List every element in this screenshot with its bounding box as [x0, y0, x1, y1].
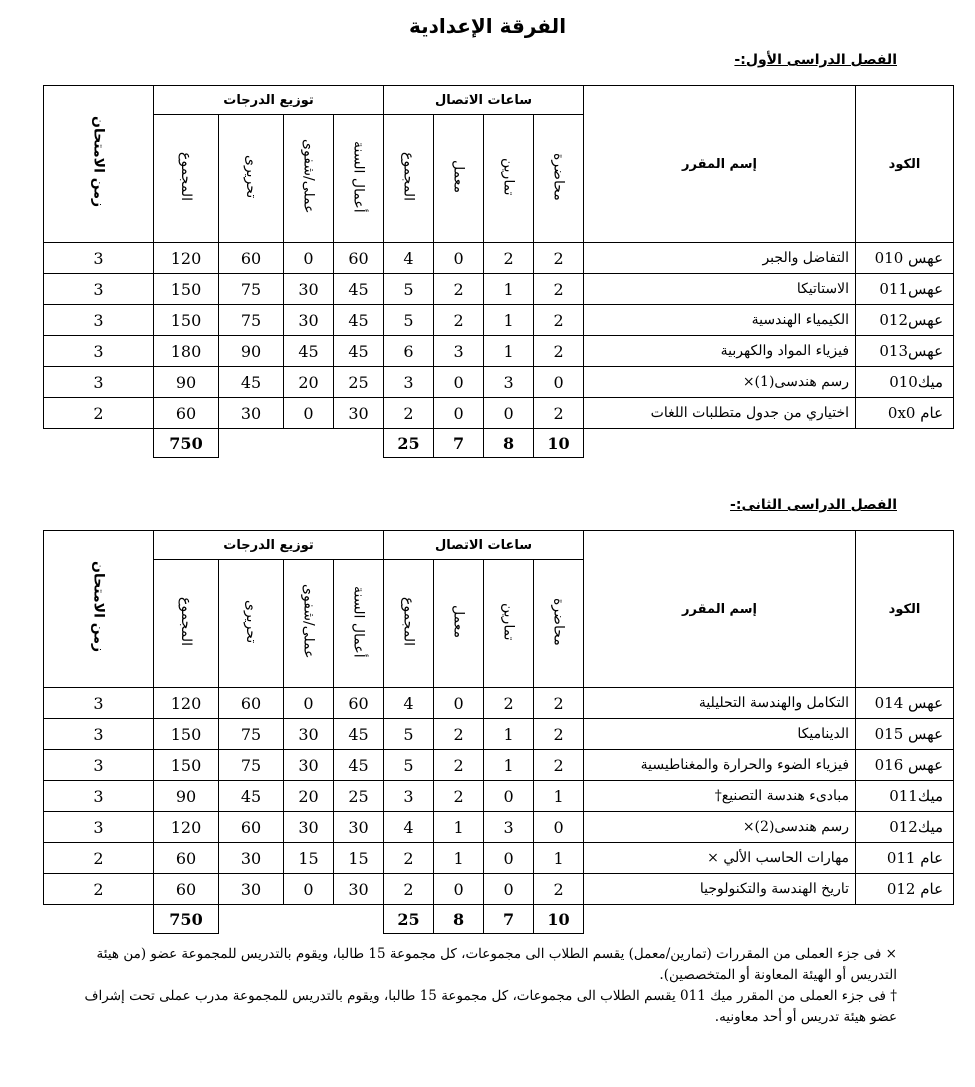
header-grades-total-cell — [154, 115, 219, 243]
header-lecture: محاضرة — [550, 597, 567, 646]
cell-practical-oral: 45 — [284, 336, 334, 367]
header-year-work-cell — [334, 115, 384, 243]
total-lab: 7 — [434, 429, 484, 458]
cell-exercises: 3 — [484, 367, 534, 398]
cell-lab: 2 — [434, 750, 484, 781]
empty-cell — [44, 429, 154, 458]
table-row — [44, 398, 954, 429]
cell-practical-oral: 20 — [284, 367, 334, 398]
cell-lecture: 2 — [534, 750, 584, 781]
cell-grades-total: 120 — [154, 812, 219, 843]
semester-1-heading: الفصل الدراسى الأول:- — [734, 52, 897, 68]
total-contact-total: 25 — [384, 905, 434, 934]
cell-practical-oral: 30 — [284, 305, 334, 336]
cell-code: عهس 014 — [856, 688, 954, 719]
empty-cell — [856, 429, 954, 458]
cell-written: 45 — [219, 367, 284, 398]
cell-lecture: 2 — [534, 274, 584, 305]
cell-written: 75 — [219, 719, 284, 750]
total-grades-total: 750 — [154, 429, 219, 458]
cell-lab: 0 — [434, 243, 484, 274]
table-row — [44, 688, 954, 719]
cell-practical-oral: 30 — [284, 274, 334, 305]
header-written-cell — [219, 115, 284, 243]
cell-written: 75 — [219, 750, 284, 781]
cell-contact-total: 5 — [384, 750, 434, 781]
cell-year-work: 60 — [334, 243, 384, 274]
footnotes — [77, 944, 897, 1028]
cell-exercises: 3 — [484, 812, 534, 843]
header-year-work: أعمال السنة — [350, 140, 367, 213]
cell-year-work: 15 — [334, 843, 384, 874]
cell-exercises: 1 — [484, 750, 534, 781]
cell-grades-total: 90 — [154, 781, 219, 812]
cell-code: ميك011 — [856, 781, 954, 812]
cell-name: تاريخ الهندسة والتكنولوجيا — [584, 874, 856, 905]
cell-contact-total: 2 — [384, 398, 434, 429]
cell-name: رسم هندسى(1)× — [584, 367, 856, 398]
cell-written: 30 — [219, 874, 284, 905]
cell-exam-time: 3 — [44, 781, 154, 812]
header-row-groups — [44, 531, 954, 560]
header-grade-distribution: توزيع الدرجات — [154, 86, 384, 115]
cell-lab: 2 — [434, 274, 484, 305]
cell-practical-oral: 30 — [284, 719, 334, 750]
empty-cell — [219, 429, 284, 458]
header-written-cell — [219, 560, 284, 688]
cell-code: عهس 016 — [856, 750, 954, 781]
header-lecture-cell — [534, 560, 584, 688]
cell-grades-total: 180 — [154, 336, 219, 367]
header-exam-time-cell — [44, 531, 154, 688]
cell-code: عام 011 — [856, 843, 954, 874]
cell-exam-time: 3 — [44, 336, 154, 367]
header-code: الكود — [856, 531, 954, 688]
cell-lecture: 2 — [534, 688, 584, 719]
cell-practical-oral: 0 — [284, 398, 334, 429]
table-row — [44, 243, 954, 274]
cell-code: عام 012 — [856, 874, 954, 905]
header-grades-total: المجموع — [178, 597, 194, 646]
cell-lecture: 2 — [534, 336, 584, 367]
page-title: الفرقة الإعدادية — [408, 14, 567, 38]
header-exercises: تمارين — [500, 602, 517, 641]
cell-year-work: 25 — [334, 781, 384, 812]
cell-name: فيزياء المواد والكهربية — [584, 336, 856, 367]
cell-lecture: 1 — [534, 781, 584, 812]
cell-written: 30 — [219, 398, 284, 429]
table-row — [44, 336, 954, 367]
cell-lecture: 0 — [534, 367, 584, 398]
cell-exam-time: 3 — [44, 719, 154, 750]
cell-contact-total: 2 — [384, 843, 434, 874]
header-lab-cell — [434, 115, 484, 243]
cell-lecture: 2 — [534, 719, 584, 750]
cell-exam-time: 2 — [44, 874, 154, 905]
cell-code: ميك010 — [856, 367, 954, 398]
cell-year-work: 30 — [334, 874, 384, 905]
table-row — [44, 874, 954, 905]
cell-contact-total: 2 — [384, 874, 434, 905]
cell-code: عهس 010 — [856, 243, 954, 274]
header-row-groups — [44, 86, 954, 115]
cell-grades-total: 150 — [154, 750, 219, 781]
cell-year-work: 30 — [334, 398, 384, 429]
cell-lecture: 2 — [534, 874, 584, 905]
header-exercises-cell — [484, 115, 534, 243]
cell-exam-time: 3 — [44, 305, 154, 336]
cell-practical-oral: 15 — [284, 843, 334, 874]
cell-contact-total: 5 — [384, 719, 434, 750]
header-exam-time: زمن الامتحان — [90, 561, 107, 653]
cell-grades-total: 60 — [154, 843, 219, 874]
cell-practical-oral: 30 — [284, 750, 334, 781]
table-row — [44, 812, 954, 843]
cell-written: 60 — [219, 688, 284, 719]
cell-year-work: 45 — [334, 305, 384, 336]
header-lecture: محاضرة — [550, 152, 567, 201]
cell-lab: 3 — [434, 336, 484, 367]
cell-lab: 0 — [434, 367, 484, 398]
total-contact-total: 25 — [384, 429, 434, 458]
cell-lab: 2 — [434, 305, 484, 336]
totals-row — [44, 429, 954, 458]
cell-name: مبادىء هندسة التصنيع† — [584, 781, 856, 812]
empty-cell — [856, 905, 954, 934]
cell-name: اختياري من جدول متطلبات اللغات — [584, 398, 856, 429]
cell-lab: 0 — [434, 398, 484, 429]
cell-name: رسم هندسى(2)× — [584, 812, 856, 843]
cell-written: 30 — [219, 843, 284, 874]
total-lecture: 10 — [534, 429, 584, 458]
cell-year-work: 45 — [334, 274, 384, 305]
header-practical-oral: عملى/شفوى — [300, 584, 317, 659]
cell-year-work: 25 — [334, 367, 384, 398]
total-grades-total: 750 — [154, 905, 219, 934]
cell-name: التكامل والهندسة التحليلية — [584, 688, 856, 719]
header-contact-hours: ساعات الاتصال — [384, 531, 584, 560]
cell-lecture: 2 — [534, 305, 584, 336]
header-grades-total: المجموع — [178, 152, 194, 201]
cell-written: 90 — [219, 336, 284, 367]
total-lab: 8 — [434, 905, 484, 934]
header-written: تحريرى — [243, 154, 260, 199]
header-grade-distribution: توزيع الدرجات — [154, 531, 384, 560]
cell-lecture: 2 — [534, 398, 584, 429]
header-lab: معمل — [450, 605, 467, 638]
cell-code: عام 0x0 — [856, 398, 954, 429]
cell-exercises: 0 — [484, 843, 534, 874]
footnote-practical-groups: × فى جزء العملى من المقررات (تمارين/معمل) يقسم الطلاب الى مجموعات، كل مجموعة 15 طالبا، ويقوم بالتدريس للمجموعة عضو (من هيئة التدريس أو الهيئة المعاونة أو المتخصصين). — [96, 946, 897, 983]
cell-grades-total: 60 — [154, 874, 219, 905]
empty-cell — [334, 429, 384, 458]
cell-written: 75 — [219, 305, 284, 336]
cell-name: التفاضل والجبر — [584, 243, 856, 274]
header-exercises-cell — [484, 560, 534, 688]
cell-exam-time: 3 — [44, 243, 154, 274]
header-exam-time: زمن الامتحان — [90, 116, 107, 208]
cell-lecture: 0 — [534, 812, 584, 843]
cell-year-work: 45 — [334, 336, 384, 367]
header-contact-total: المجموع — [400, 152, 417, 201]
cell-contact-total: 5 — [384, 305, 434, 336]
header-course-name: إسم المقرر — [584, 531, 856, 688]
cell-grades-total: 150 — [154, 305, 219, 336]
total-lecture: 10 — [534, 905, 584, 934]
header-code: الكود — [856, 86, 954, 243]
cell-code: عهس 015 — [856, 719, 954, 750]
cell-grades-total: 150 — [154, 274, 219, 305]
header-lab-cell — [434, 560, 484, 688]
cell-written: 60 — [219, 812, 284, 843]
cell-year-work: 60 — [334, 688, 384, 719]
table-row — [44, 750, 954, 781]
cell-lab: 0 — [434, 688, 484, 719]
cell-exam-time: 3 — [44, 688, 154, 719]
header-written: تحريرى — [243, 599, 260, 644]
cell-lab: 1 — [434, 843, 484, 874]
cell-grades-total: 150 — [154, 719, 219, 750]
empty-cell — [334, 905, 384, 934]
cell-lecture: 2 — [534, 243, 584, 274]
cell-contact-total: 3 — [384, 367, 434, 398]
cell-contact-total: 6 — [384, 336, 434, 367]
semester-1-table — [43, 85, 954, 458]
cell-grades-total: 120 — [154, 688, 219, 719]
empty-cell — [284, 429, 334, 458]
cell-name: فيزياء الضوء والحرارة والمغناطيسية — [584, 750, 856, 781]
cell-name: مهارات الحاسب الألي × — [584, 843, 856, 874]
cell-exercises: 1 — [484, 336, 534, 367]
header-lecture-cell — [534, 115, 584, 243]
empty-cell — [219, 905, 284, 934]
cell-exercises: 0 — [484, 398, 534, 429]
cell-code: عهس011 — [856, 274, 954, 305]
table-row — [44, 843, 954, 874]
table-row — [44, 719, 954, 750]
cell-lab: 1 — [434, 812, 484, 843]
header-practical-oral-cell — [284, 560, 334, 688]
cell-grades-total: 90 — [154, 367, 219, 398]
semester-2-table — [43, 530, 954, 934]
cell-exercises: 2 — [484, 688, 534, 719]
totals-row — [44, 905, 954, 934]
cell-exercises: 2 — [484, 243, 534, 274]
table-row — [44, 781, 954, 812]
header-practical-oral: عملى/شفوى — [300, 139, 317, 214]
cell-name: الاستاتيكا — [584, 274, 856, 305]
cell-lecture: 1 — [534, 843, 584, 874]
header-year-work: أعمال السنة — [350, 585, 367, 658]
cell-contact-total: 3 — [384, 781, 434, 812]
cell-practical-oral: 0 — [284, 688, 334, 719]
cell-lab: 2 — [434, 719, 484, 750]
footnote-manufacturing: † فى جزء العملى من المقرر ميك 011 يقسم الطلاب الى مجموعات، كل مجموعة 15 طالبا، ويقوم بالتدريس للمجموعة مدرب عملى تحت إشراف عضو هيئة تدريس أو أحد معاونيه. — [84, 988, 897, 1025]
cell-grades-total: 120 — [154, 243, 219, 274]
cell-exam-time: 3 — [44, 750, 154, 781]
cell-year-work: 45 — [334, 750, 384, 781]
total-exercises: 8 — [484, 429, 534, 458]
cell-written: 75 — [219, 274, 284, 305]
cell-written: 45 — [219, 781, 284, 812]
cell-grades-total: 60 — [154, 398, 219, 429]
table-row — [44, 305, 954, 336]
cell-year-work: 45 — [334, 719, 384, 750]
cell-practical-oral: 20 — [284, 781, 334, 812]
header-contact-total-cell — [384, 115, 434, 243]
cell-exercises: 1 — [484, 305, 534, 336]
cell-name: الكيمياء الهندسية — [584, 305, 856, 336]
header-grades-total-cell — [154, 560, 219, 688]
header-contact-total: المجموع — [400, 597, 417, 646]
table-row — [44, 367, 954, 398]
cell-name: الديناميكا — [584, 719, 856, 750]
total-exercises: 7 — [484, 905, 534, 934]
cell-practical-oral: 30 — [284, 812, 334, 843]
cell-practical-oral: 0 — [284, 874, 334, 905]
cell-practical-oral: 0 — [284, 243, 334, 274]
table-row — [44, 274, 954, 305]
cell-exercises: 0 — [484, 874, 534, 905]
cell-contact-total: 5 — [384, 274, 434, 305]
cell-code: عهس013 — [856, 336, 954, 367]
semester-2-heading: الفصل الدراسى الثانى:- — [730, 497, 897, 513]
cell-code: ميك012 — [856, 812, 954, 843]
cell-contact-total: 4 — [384, 688, 434, 719]
cell-year-work: 30 — [334, 812, 384, 843]
cell-exam-time: 2 — [44, 843, 154, 874]
cell-exercises: 1 — [484, 719, 534, 750]
empty-cell — [584, 905, 856, 934]
cell-exam-time: 3 — [44, 367, 154, 398]
header-contact-hours: ساعات الاتصال — [384, 86, 584, 115]
cell-code: عهس012 — [856, 305, 954, 336]
header-lab: معمل — [450, 160, 467, 193]
cell-contact-total: 4 — [384, 812, 434, 843]
cell-lab: 2 — [434, 781, 484, 812]
header-contact-total-cell — [384, 560, 434, 688]
cell-exam-time: 3 — [44, 274, 154, 305]
empty-cell — [44, 905, 154, 934]
cell-contact-total: 4 — [384, 243, 434, 274]
empty-cell — [584, 429, 856, 458]
cell-exercises: 1 — [484, 274, 534, 305]
cell-exam-time: 2 — [44, 398, 154, 429]
cell-lab: 0 — [434, 874, 484, 905]
empty-cell — [284, 905, 334, 934]
header-year-work-cell — [334, 560, 384, 688]
cell-exam-time: 3 — [44, 812, 154, 843]
header-exercises: تمارين — [500, 157, 517, 196]
cell-exercises: 0 — [484, 781, 534, 812]
cell-written: 60 — [219, 243, 284, 274]
header-practical-oral-cell — [284, 115, 334, 243]
header-course-name: إسم المقرر — [584, 86, 856, 243]
header-exam-time-cell — [44, 86, 154, 243]
